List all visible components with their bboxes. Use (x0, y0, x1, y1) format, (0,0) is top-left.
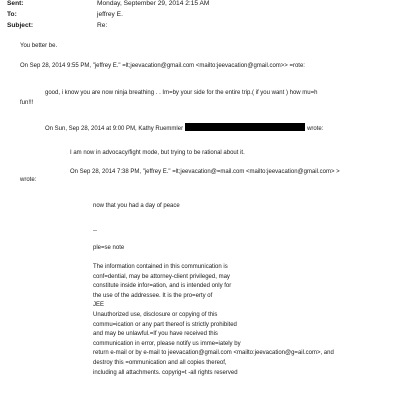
disclaimer-line: commu=ication or any part thereof is strictly prohibited (93, 321, 237, 328)
subject-label: Subject: (7, 22, 34, 29)
to-label: To: (7, 11, 17, 18)
quote1-text-continued: fun!!! (20, 100, 34, 106)
disclaimer-line: constitute inside infor=ation, and is intended only for (93, 283, 232, 290)
disclaimer-line: return e-mail or by e-mail to jeevacation@gmail.com <mailto:jeevacation@g=ail.com>, and (93, 350, 334, 357)
disclaimer-line: conf=dential, may be attorney-client privileged, may (93, 273, 230, 280)
sent-label: Sent: (7, 0, 24, 7)
please-note: ple=se note (93, 245, 125, 251)
quote3-text: now that you had a day of peace (93, 203, 180, 209)
redaction-bar (185, 123, 305, 131)
disclaimer-line: and may be unlawful.=If you have received this (93, 331, 218, 338)
sent-value: Monday, September 29, 2014 2:15 AM (97, 0, 210, 7)
disclaimer-line: the use of the addressee. It is the pro=erty of (93, 292, 213, 299)
disclaimer-line: JEE (93, 302, 105, 309)
quote2-header-start: On Sun, Sep 28, 2014 at 9:00 PM, Kathy Ruemmler (45, 126, 184, 132)
quote1-text: good, i know you are now ninja breathing . . Im=by your side for the entire trip.( if you want ) how mu=h (45, 90, 318, 96)
quote2-header-end: wrote: (307, 126, 324, 132)
disclaimer-line: communication in error, please notify us imme=iately by (93, 340, 241, 347)
disclaimer-line: The information contained in this communication is (93, 264, 228, 270)
disclaimer-line: including all attachments. copyrig=t -all rights reserved (93, 369, 238, 376)
disclaimer-line: destroy this =ommunication and all copies thereof, (93, 360, 227, 366)
quote3-header: On Sep 28, 2014 7:38 PM, "jeffrey E." =lt;jeevacation@=mail.com <mailto:jeevacation@gmail.com> > (70, 169, 340, 175)
reply-text: You better be. (20, 43, 58, 49)
disclaimer-line: Unauthorized use, disclosure or copying of this (93, 312, 218, 318)
to-value: jeffrey E. (97, 11, 123, 18)
separator-dashes: -- (93, 228, 97, 234)
subject-value: Re: (97, 22, 108, 29)
quote3-header-continued: wrote: (20, 177, 37, 183)
quote2-header (45, 123, 323, 134)
quote1-header: On Sep 28, 2014 9:55 PM, "jeffrey E." =lt;jeevacation@gmail.com <mailto:jeevacation@gmail.com>> =rote: (20, 63, 305, 69)
quote2-text: I am now in advocacy/fight mode, but trying to be rational about it. (70, 150, 245, 156)
